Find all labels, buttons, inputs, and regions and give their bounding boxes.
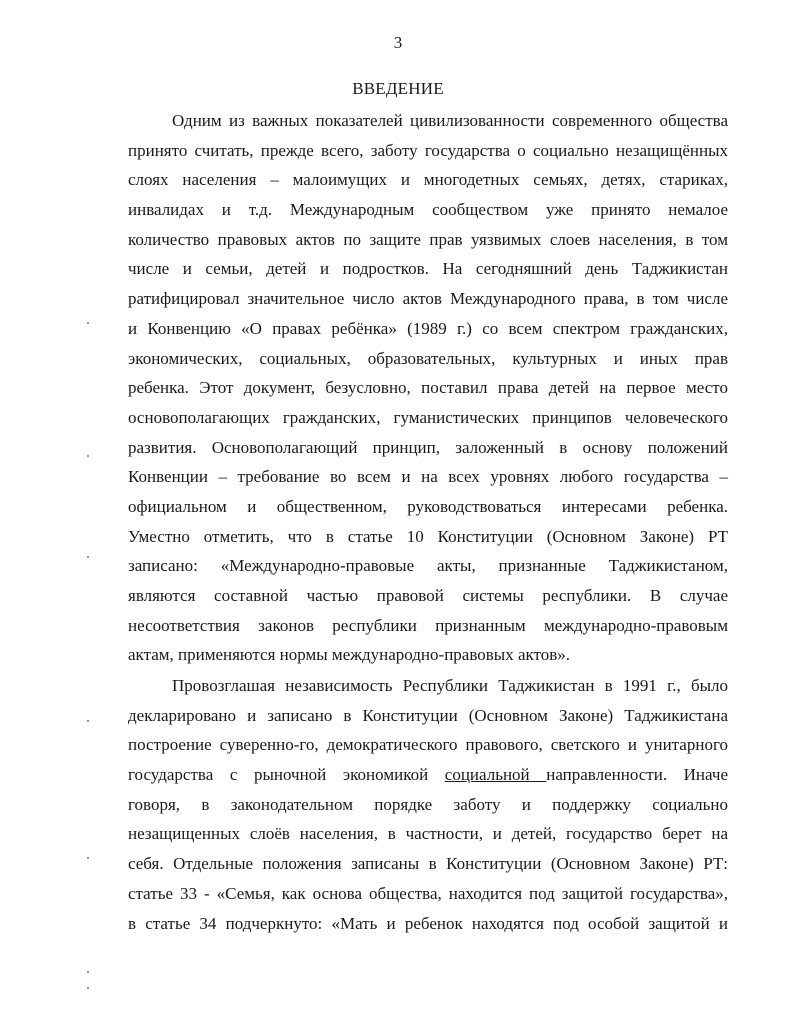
paragraph-line: числе и семьи, детей и подростков. На сегодняшний день Таджикистан bbox=[128, 259, 728, 279]
paragraph-line bbox=[128, 760, 728, 790]
paragraph-line: и Конвенцию «О правах ребёнка» (1989 г.) со всем спектром гражданских, bbox=[128, 318, 728, 338]
paragraph-line: количество правовых актов по защите прав уязвимых слоев населения, в том bbox=[128, 229, 728, 249]
paragraph-line: Одним из важных показателей цивилизованности современного общества bbox=[172, 111, 728, 130]
paragraph-line: слоях населения – малоимущих и многодетных семьях, детях, стариках, bbox=[128, 170, 728, 190]
paragraph-line: ратифицировал значительное число актов Международного права, в том числе bbox=[128, 289, 728, 309]
paragraph-line: говоря, в законодательном порядке заботу и поддержку социально bbox=[128, 794, 728, 814]
paragraph-line: Провозглашая независимость Республики Таджикистан в 1991 г., было bbox=[172, 676, 728, 695]
paragraph-line: несоответствия законов республики признанным международно-правовым bbox=[128, 615, 728, 635]
scan-margin-mark bbox=[87, 987, 89, 989]
paragraph-1 bbox=[128, 106, 728, 670]
paragraph-line: официальном и общественном, руководствоваться интересами ребенка. bbox=[128, 496, 728, 516]
paragraph-line: актам, применяются нормы международно-правовых актов». bbox=[128, 645, 571, 665]
underlined-word: социальной bbox=[444, 765, 547, 785]
line-text: направленности. Иначе bbox=[546, 765, 728, 785]
scan-margin-mark bbox=[87, 556, 89, 558]
line-text: государства с рыночной экономикой bbox=[128, 765, 445, 785]
paragraph-line: Уместно отметить, что в статье 10 Конституции (Основном Законе) РТ bbox=[128, 526, 728, 546]
scan-margin-mark bbox=[87, 455, 89, 457]
scan-margin-mark bbox=[87, 322, 89, 324]
scan-margin-mark bbox=[87, 720, 89, 722]
paragraph-2 bbox=[128, 671, 728, 938]
paragraph-line: статье 33 - «Семья, как основа общества, находится под защитой государства», bbox=[128, 883, 728, 903]
paragraph-line: развития. Основополагающий принцип, заложенный в основу положений bbox=[128, 437, 728, 457]
paragraph-line: основополагающих гражданских, гуманистических принципов человеческого bbox=[128, 407, 728, 427]
paragraph-line: экономических, социальных, образовательных, культурных и иных прав bbox=[128, 348, 728, 368]
paragraph-line: являются составной частью правовой системы республики. В случае bbox=[128, 586, 728, 605]
section-heading: ВВЕДЕНИЕ bbox=[352, 79, 444, 98]
paragraph-line: в статье 34 подчеркнуто: «Мать и ребенок находятся под особой защитой и bbox=[128, 913, 728, 933]
paragraph-line: декларировано и записано в Конституции (Основном Законе) Таджикистана bbox=[128, 705, 728, 725]
paragraph-line: ребенка. Этот документ, безусловно, поставил права детей на первое место bbox=[128, 378, 728, 398]
scan-margin-mark bbox=[87, 857, 89, 859]
paragraph-line: принято считать, прежде всего, заботу государства о социально незащищённых bbox=[128, 140, 728, 160]
paragraph-line: записано: «Международно-правовые акты, признанные Таджикистаном, bbox=[128, 556, 728, 576]
paragraph-line: себя. Отдельные положения записаны в Конституции (Основном Законе) РТ: bbox=[128, 854, 728, 874]
paragraph-line: инвалидах и т.д. Международным сообществом уже принято немалое bbox=[128, 200, 728, 220]
scan-margin-mark bbox=[87, 971, 89, 973]
paragraph-line: Конвенции – требование во всем и на всех уровнях любого государства – bbox=[128, 467, 728, 487]
paragraph-line: построение суверенно-го, демократического правового, светского и унитарного bbox=[128, 735, 728, 755]
page-number: 3 bbox=[393, 33, 403, 52]
paragraph-line: незащищенных слоёв населения, в частности, и детей, государство берет на bbox=[128, 824, 728, 844]
